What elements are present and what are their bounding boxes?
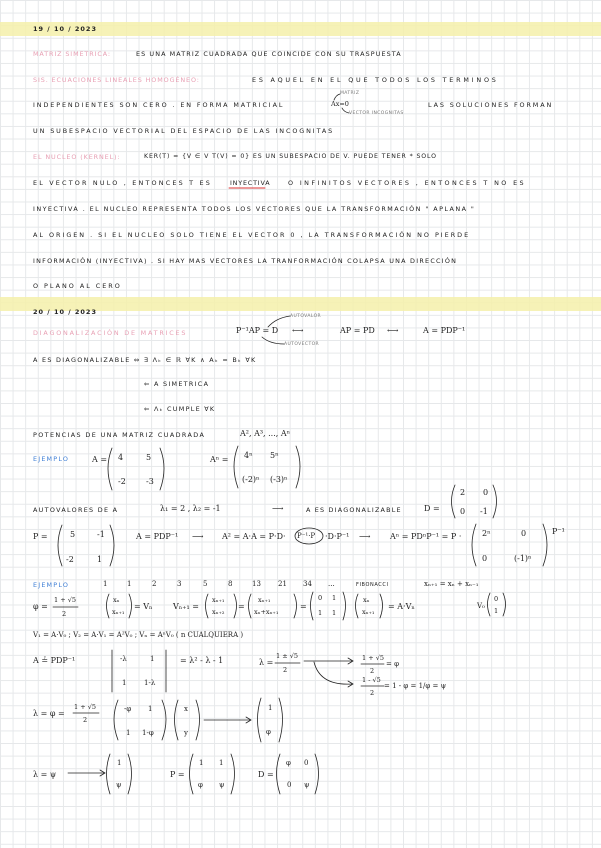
pfin-11: 1 — [199, 759, 204, 767]
cond-simetrica: ⇐ A SIMETRICA — [144, 380, 210, 388]
matrix-d-eq: D = — [424, 504, 440, 513]
text-line-7: INYECTIVA . EL NUCLEO REPRESENTA TODOS LOS VECTORES QUE LA TRANSFORMACIÓN " APLANA " — [33, 205, 476, 213]
eq-an-end: P⁻¹ — [552, 527, 565, 536]
dfin-22: ψ — [304, 781, 310, 789]
matrix-p-21: -2 — [66, 555, 74, 564]
matrix-p-22: 1 — [97, 555, 103, 564]
vn1b-1: xₙ₊₁ — [258, 596, 271, 604]
matrix-dn-22: (-1)ⁿ — [514, 554, 532, 563]
det-12: 1 — [150, 655, 155, 663]
example-label-1: EJEMPLO — [33, 455, 70, 463]
matrix-d-21: 0 — [460, 507, 466, 516]
eq-pdp-check: A ≟ PDP⁻¹ — [33, 656, 76, 665]
fib-4: 3 — [177, 580, 182, 588]
eq-a2-circled: P⁻¹·P — [297, 532, 316, 540]
sys-22: 1-φ — [142, 729, 154, 737]
vn1-end: = A·Vₙ — [388, 602, 415, 611]
fib-1: 1 — [103, 580, 108, 588]
autovalores-text: AUTOVALORES DE A — [33, 506, 119, 514]
matrix-an-21: (-2)ⁿ — [242, 475, 260, 484]
text-line-10: O PLANO AL CERO — [33, 282, 122, 290]
fib-8: 21 — [278, 580, 287, 588]
text-line-9: INFORMACIÓN (INYECTIVA) . SI HAY MAS VECTORES LA TRANFORMACIÓN COLAPSA UNA DIRECCIÓN — [33, 257, 458, 265]
matrix-a-11: 4 — [118, 453, 124, 462]
matrix-a-22: -3 — [146, 477, 154, 486]
v0-label: V₀ — [477, 602, 485, 610]
lambda-eq: λ = — [259, 658, 274, 667]
cond-cumple: ⇐ Λₖ CUMPLE ∀K — [144, 405, 216, 413]
word-inyectiva: INYECTIVA — [230, 179, 271, 187]
vn-eq: = Vₙ — [134, 602, 153, 611]
res2-2: ψ — [116, 781, 122, 789]
det-22: 1-λ — [144, 679, 156, 687]
fib-dots: ... — [328, 580, 335, 588]
potencias-eq: A², A³, ..., Aⁿ — [240, 429, 291, 438]
det-eq: = λ² - λ - 1 — [180, 656, 224, 665]
dfin-12: 0 — [304, 759, 309, 767]
annotation-autovector: AUTOVECTOR — [284, 342, 320, 347]
eq-a2-end: ·D·P⁻¹ — [325, 532, 350, 541]
eq-a-pdp-2: A = PDP⁻¹ — [136, 532, 179, 541]
fib-label: FIBONACCI — [356, 582, 389, 588]
fib-3: 2 — [152, 580, 157, 588]
phi-den: 2 — [62, 610, 67, 618]
eq-ap-pd: AP = PD — [340, 326, 375, 335]
v0-1: 0 — [494, 595, 499, 603]
vn-1: xₙ — [113, 596, 120, 604]
dfin-eq: D = — [258, 770, 274, 779]
matrix-p-12: -1 — [97, 530, 105, 539]
vec-y: y — [184, 729, 188, 737]
eq-ax-0: Ax=0 — [331, 100, 349, 108]
text-line-6: EL VECTOR NULO , ENTONCES T ES — [33, 179, 212, 187]
mat01-21: 1 — [318, 609, 323, 617]
annotation-vector-incognitas: VECTOR INCOGNITAS — [349, 111, 404, 116]
lambda-den: 2 — [283, 666, 288, 674]
text-line-4: UN SUBESPACIO VECTORIAL DEL ESPACIO DE LAS INCOGNITAS — [33, 127, 335, 135]
v0-2: 1 — [494, 607, 499, 615]
iteration-line: V₁ = A·V₀ ; V₂ = A·V₁ = A²V₀ ; Vₙ = AⁿV₀ ( n CUALQUIERA ) — [33, 631, 244, 639]
vn1-eq: Vₙ₊₁ = — [173, 602, 199, 611]
potencias-text: POTENCIAS DE UNA MATRIZ CUADRADA — [33, 431, 206, 439]
vn-2: xₙ₊₁ — [112, 608, 125, 616]
matrix-an-eq: Aⁿ = — [210, 455, 229, 464]
root2-eq: = 1 - φ = 1/φ = ψ — [384, 682, 447, 690]
vn1-2: xₙ₊₂ — [212, 608, 225, 616]
mat01-12: 1 — [332, 594, 337, 602]
text-line-3b: LAS SOLUCIONES FORMAN — [428, 101, 554, 109]
eq-a-pdp: A = PDP⁻¹ — [423, 326, 466, 335]
annotation-matriz: MATRIZ — [340, 91, 360, 96]
sys-12: 1 — [148, 705, 153, 713]
matrix-p-eq: P = — [33, 532, 48, 541]
matrix-an-11: 4ⁿ — [244, 451, 253, 460]
eq-an: Aⁿ = PDⁿP⁻¹ = P · — [390, 532, 462, 541]
example-label-2: EJEMPLO — [33, 581, 70, 589]
lambda-psi-eq: λ = ψ — [33, 770, 57, 779]
pfin-22: ψ — [219, 781, 225, 789]
vn1c-1: xₙ — [363, 596, 370, 604]
root1-den: 2 — [370, 667, 375, 675]
vn1-eq3: = — [300, 602, 307, 611]
cond-diagonalizable: A ES DIAGONALIZABLE ⇔ ∃ Λₖ ∈ ℝ ∀K ∧ Αₖ = Βₖ ∀K — [33, 356, 257, 364]
matrix-dn-21: 0 — [482, 554, 488, 563]
sys-21: 1 — [126, 729, 131, 737]
matrix-dn-11: 2ⁿ — [482, 529, 491, 538]
fib-2: 1 — [127, 580, 132, 588]
fib-5: 5 — [203, 580, 208, 588]
fib-6: 8 — [228, 580, 233, 588]
phi-num: 1 + √5 — [54, 596, 76, 604]
root2-den: 2 — [370, 689, 375, 697]
arrow-4: ⟶ — [192, 532, 204, 541]
phi-eq: φ = — [33, 602, 48, 611]
matrix-an-12: 5ⁿ — [270, 451, 279, 460]
text-line-1: ES UNA MATRIZ CUADRADA QUE COINCIDE CON SU TRASPUESTA — [136, 50, 402, 58]
det-21: 1 — [122, 679, 127, 687]
arrow-5: ⟶ — [359, 532, 371, 541]
eq-a2: A² = A·A = P·D· — [222, 532, 286, 541]
det-11: -λ — [120, 655, 127, 663]
arrow-2: ⟷ — [387, 326, 399, 335]
matrix-d-12: 0 — [483, 488, 489, 497]
vn1b-2: xₙ+xₙ₊₁ — [254, 608, 279, 616]
matrix-dn-12: 0 — [521, 529, 527, 538]
mat01-22: 1 — [332, 609, 337, 617]
matrix-an-22: (-3)ⁿ — [270, 475, 288, 484]
title-diagonalizacion: DIAGONALIZACIÓN DE MATRICES — [33, 329, 188, 337]
date-1: 19 / 10 / 2023 — [33, 25, 97, 33]
pfin-21: φ — [198, 781, 203, 789]
pfin-eq: P = — [170, 770, 185, 779]
matrix-a-eq: A = — [92, 455, 108, 464]
lambda-phi-den: 2 — [83, 716, 88, 724]
title-nucleo: EL NUCLEO (KERNEL): — [33, 153, 121, 161]
title-sistemas-homogeneos: SIS. ECUACIONES LINEALES HOMOGÉNEO: — [33, 76, 200, 84]
text-line-6b: O INFINITOS VECTORES , ENTONCES T NO ES — [288, 179, 527, 187]
root1-eq: = φ — [386, 660, 399, 668]
lambda-num: 1 ± √5 — [276, 652, 298, 660]
vn1c-2: xₙ₊₁ — [362, 608, 375, 616]
res1-1: 1 — [268, 704, 273, 712]
pfin-12: 1 — [219, 759, 224, 767]
fib-9: 34 — [303, 580, 312, 588]
vn1-1: xₙ₊₁ — [212, 596, 225, 604]
text-line-3a: INDEPENDIENTES SON CERO . EN FORMA MATRICIAL — [33, 101, 285, 109]
root1-num: 1 + √5 — [362, 654, 384, 662]
matrix-p-11: 5 — [70, 530, 76, 539]
date-2: 20 / 10 / 2023 — [33, 308, 97, 316]
fib-recurrence: xₙ₊₁ = xₙ + xₙ₋₁ — [424, 580, 479, 588]
res1-2: φ — [266, 728, 271, 736]
res2-1: 1 — [117, 759, 122, 767]
dfin-11: φ — [286, 759, 291, 767]
matrix-d-11: 2 — [460, 488, 466, 497]
fib-7: 13 — [252, 580, 261, 588]
lambda-phi-eq: λ = φ = — [33, 709, 65, 718]
vec-x: x — [184, 705, 188, 713]
arrow-1: ⟷ — [292, 326, 304, 335]
eq-p-inv-ap-d: P⁻¹AP = D — [236, 326, 279, 335]
matrix-d-22: -1 — [480, 507, 488, 516]
title-matriz-simetrica: MATRIZ SIMETRICA: — [33, 50, 111, 58]
text-line-5: KER(T) = {V ∈ V T(V) = 0} ES UN SUBESPACIO DE V. PUEDE TENER * SOLO — [144, 153, 437, 160]
autovalores-eq: λ₁ = 2 , λ₂ = -1 — [160, 504, 221, 513]
text-line-2: ES AQUEL EN EL QUE TODOS LOS TERMINOS — [252, 76, 499, 84]
matrix-a-12: 5 — [146, 453, 152, 462]
autovalores-result: A ES DIAGONALIZABLE — [306, 506, 402, 514]
dfin-21: 0 — [287, 781, 292, 789]
arrow-3: ⟶ — [272, 504, 284, 513]
sys-11: -φ — [124, 705, 132, 713]
matrix-a-21: -2 — [118, 477, 126, 486]
vn1-eq2: = — [238, 602, 245, 611]
mat01-11: 0 — [318, 594, 323, 602]
lambda-phi-num: 1 + √5 — [74, 703, 96, 711]
text-line-8: AL ORIGEN . SI EL NUCLEO SOLO TIENE EL VECTOR 0 , LA TRANSFORMACIÓN NO PIERDE — [33, 231, 471, 239]
annotation-autovalor: AUTOVALOR — [290, 314, 322, 319]
root2-num: 1 - √5 — [362, 676, 381, 684]
